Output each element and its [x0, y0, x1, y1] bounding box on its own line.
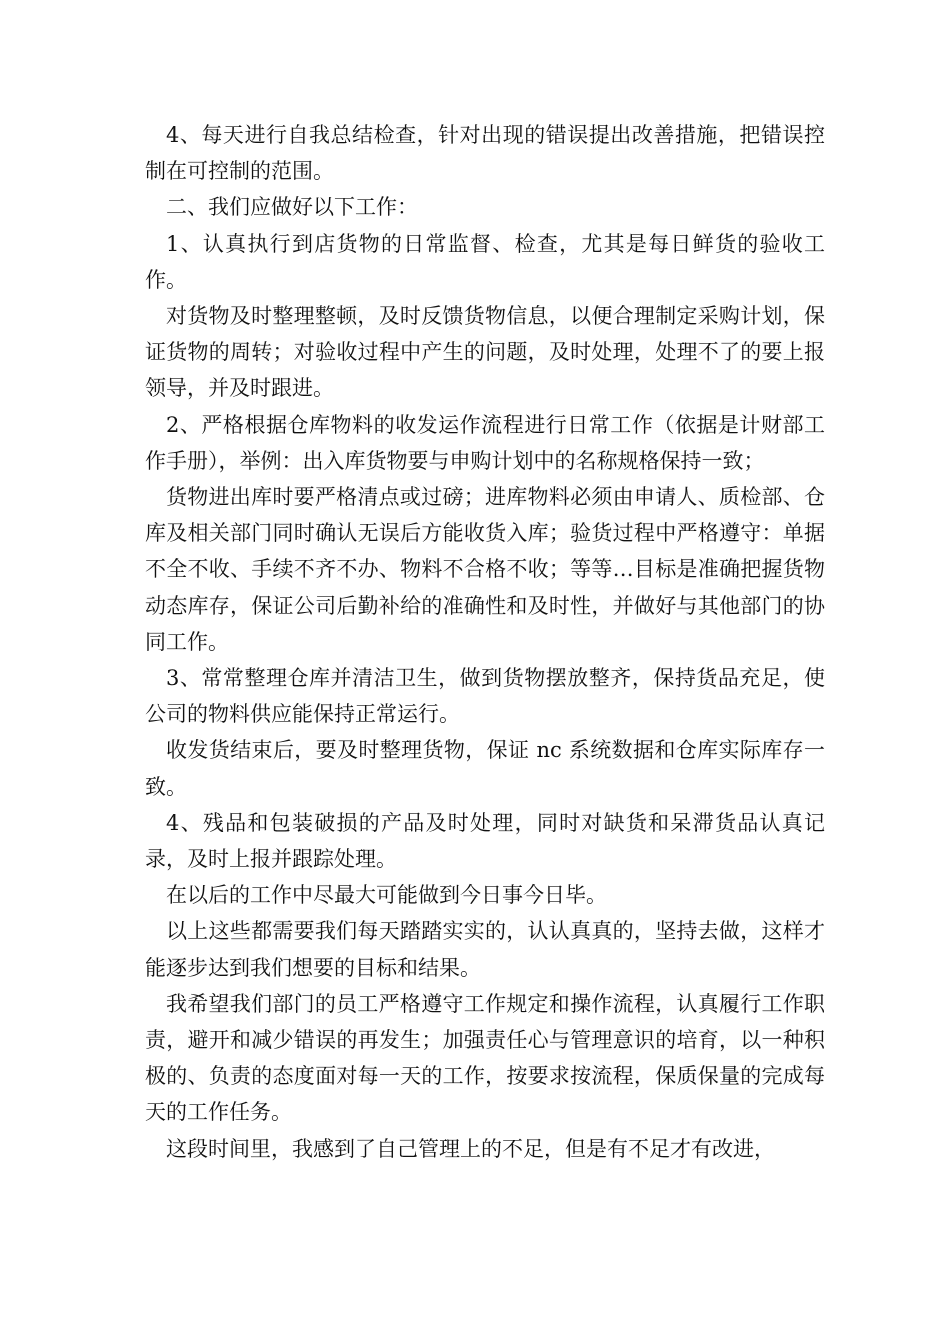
- paragraph-3: 1、认真执行到店货物的日常监督、检查，尤其是每日鲜货的验收工作。: [145, 231, 825, 292]
- paragraph-8: 收发货结束后，要及时整理货物，保证 nc 系统数据和仓库实际库存一致。: [145, 738, 825, 799]
- paragraph-5: 2、严格根据仓库物料的收发运作流程进行日常工作（依据是计财部工作手册），举例：出入库货物要与申购计划中的名称规格保持一致；: [145, 412, 825, 473]
- paragraph-1: 4、每天进行自我总结检查，针对出现的错误提出改善措施，把错误控制在可控制的范围。: [145, 123, 825, 184]
- paragraph-4: 对货物及时整理整顿，及时反馈货物信息，以便合理制定采购计划，保证货物的周转；对验收过程中产生的问题，及时处理，处理不了的要上报领导，并及时跟进。: [145, 304, 825, 401]
- paragraph-11: 以上这些都需要我们每天踏踏实实的，认认真真的，坚持去做，这样才能逐步达到我们想要的目标和结果。: [145, 919, 825, 980]
- paragraph-12: 我希望我们部门的员工严格遵守工作规定和操作流程，认真履行工作职责，避开和减少错误的再发生；加强责任心与管理意识的培育，以一种积极的、负责的态度面对每一天的工作，按要求按流程，保质保量的完成每天的工作任务。: [145, 991, 825, 1125]
- paragraph-13: 这段时间里，我感到了自己管理上的不足，但是有不足才有改进，: [166, 1136, 775, 1161]
- paragraph-2: 二、我们应做好以下工作：: [166, 195, 418, 220]
- paragraph-6: 货物进出库时要严格清点或过磅；进库物料必须由申请人、质检部、仓库及相关部门同时确认无误后方能收货入库；验货过程中严格遵守：单据不全不收、手续不齐不办、物料不合格不收；等等…目标是准确把握货物动态库存，保证公司后勤补给的准确性和及时性，并做好与其他部门的协同工作。: [145, 485, 825, 654]
- paragraph-10: 在以后的工作中尽最大可能做到今日事今日毕。: [166, 883, 607, 908]
- paragraph-7: 3、常常整理仓库并清洁卫生，做到货物摆放整齐，保持货品充足，使公司的物料供应能保持正常运行。: [145, 666, 825, 727]
- paragraph-9: 4、残品和包装破损的产品及时处理，同时对缺货和呆滞货品认真记录，及时上报并跟踪处理。: [145, 810, 825, 872]
- document-body: [145, 117, 825, 1167]
